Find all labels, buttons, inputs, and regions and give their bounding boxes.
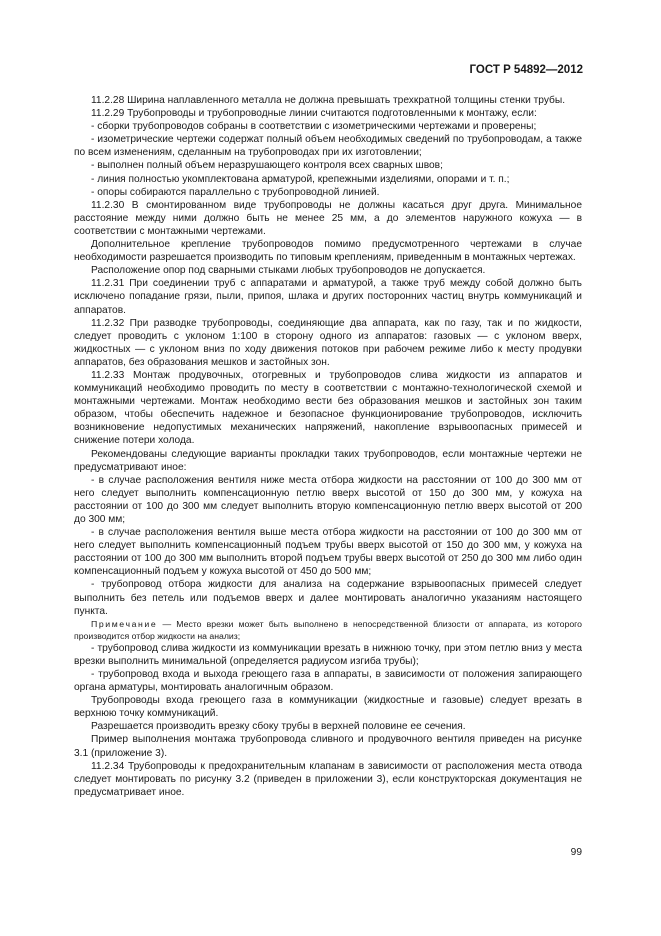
paragraph: 11.2.31 При соединении труб с аппаратами и арматурой, а также труб между собой должно быть исключено попадание грязи, пыли, припоя, шлака и других посторонних частиц внутрь коммуникаций и аппаратов. <box>74 278 582 316</box>
paragraph: 11.2.34 Трубопроводы к предохранительным клапанам в зависимости от расположения места отвода следует монтировать по рисунку 3.2 (приведен в приложении 3), если конструкторская документация не предусматривает иное. <box>74 760 582 798</box>
list-item: - трубопровод входа и выхода греющего газа в аппараты, в зависимости от положения запирающего органа арматуры, монтировать аналогичным образом. <box>74 668 582 694</box>
note <box>74 618 582 642</box>
paragraph: Дополнительное крепление трубопроводов помимо предусмотренного чертежами в случае необходимости разрешается производить по типовым креплениям, приведенным в монтажных чертежах. <box>74 239 582 264</box>
document-header: ГОСТ Р 54892—2012 <box>469 64 583 76</box>
list-item: - в случае расположения вентиля выше места отбора жидкости на расстоянии от 100 до 300 мм от него следует выполнить компенсационный подъем трубы вверх высотой от 150 до 300 мм, у кожуха на расстоянии от 100 до 300 мм выполнить второй подъем трубы вверх высотой от 250 до 300 мм либо один компенсационный подъем у кожуха высотой от 450 до 500 мм; <box>74 527 582 578</box>
paragraph: Рекомендованы следующие варианты прокладки таких трубопроводов, если монтажные чертежи не предусматривают иное: <box>74 448 582 473</box>
note-text: — Место врезки может быть выполнено в непосредственной близости от аппарата, из которого производится отбор жидкости на анализ; <box>74 618 582 641</box>
list-item: - трубопровод слива жидкости из коммуникации врезать в нижнюю точку, при этом петлю вниз у места врезки выполнить минимальной (определяется радиусом изгиба трубы); <box>74 642 582 667</box>
paragraph: Трубопроводы входа греющего газа в коммуникации (жидкостные и газовые) следует врезать в верхнюю точку коммуникаций. <box>74 695 582 720</box>
paragraph: Разрешается производить врезку сбоку трубы в верхней половине ее сечения. <box>91 721 466 733</box>
list-item: - изометрические чертежи содержат полный объем необходимых сведений по трубопроводам, а также по всем изменениям, сделанным на трубопроводах при их изготовлении; <box>74 134 582 159</box>
page-body <box>74 94 582 799</box>
note-label: Примечание <box>91 618 158 629</box>
paragraph: 11.2.29 Трубопроводы и трубопроводные линии считаются подготовленными к монтажу, если: <box>91 108 537 120</box>
list-item: - опоры собираются параллельно с трубопроводной линией. <box>91 186 380 198</box>
paragraph: Расположение опор под сварными стыками любых трубопроводов не допускается. <box>91 265 486 277</box>
list-item: - сборки трубопроводов собраны в соответствии с изометрическими чертежами и проверены; <box>91 121 537 133</box>
list-item: - линия полностью укомплектована арматурой, крепежными изделиями, опорами и т. п.; <box>91 173 510 185</box>
list-item: - выполнен полный объем неразрушающего контроля всех сварных швов; <box>91 160 443 172</box>
list-item: - в случае расположения вентиля ниже места отбора жидкости на расстоянии от 100 до 300 мм от него следует выполнить компенсационную петлю вверх высотой от 150 до 300 мм, у кожуха на расстоянии от 100 до 300 мм следует выполнить вторую компенсационную петлю вверх высотой от 200 до 300 мм; <box>74 474 582 525</box>
page-number: 99 <box>570 847 582 858</box>
paragraph: 11.2.32 При разводке трубопроводы, соединяющие два аппарата, как по газу, так и по жидкости, следует проводить с уклоном 1:100 в сторону одного из аппаратов: газовых — с уклоном вверх, жидкостных — с уклоном вниз по ходу движения потоков при рабочем режиме либо к месту продувки аппаратов, без образования мешков и застойных зон. <box>74 317 582 368</box>
paragraph: 11.2.33 Монтаж продувочных, отогревных и трубопроводов слива жидкости из аппаратов и коммуникаций необходимо проводить по месту в соответствии с монтажно-технологической схемой и монтажными чертежами. Монтаж необходимо вести без образования мешков и застойных зон таким образом, чтобы обеспечить надежное и безопасное функционирование трубопроводов, исключить возникновение недопустимых механических напряжений, накопление взрывоопасных примесей и снижение потери холода. <box>74 369 582 447</box>
paragraph: 11.2.30 В смонтированном виде трубопроводы не должны касаться друг друга. Минимальное расстояние между ними должно быть не менее 25 мм, а до элементов наружного кожуха — в соответствии с монтажными чертежами. <box>74 199 582 237</box>
list-item: - трубопровод отбора жидкости для анализа на содержание взрывоопасных примесей следует выполнить без петель или подъемов вверх и далее монтировать аналогично указаниям настоящего пункта. <box>74 579 582 617</box>
paragraph: 11.2.28 Ширина наплавленного металла не должна превышать трехкратной толщины стенки трубы. <box>91 95 566 106</box>
paragraph: Пример выполнения монтажа трубопровода сливного и продувочного вентиля приведен на рисунке 3.1 (приложение 3). <box>74 734 582 759</box>
